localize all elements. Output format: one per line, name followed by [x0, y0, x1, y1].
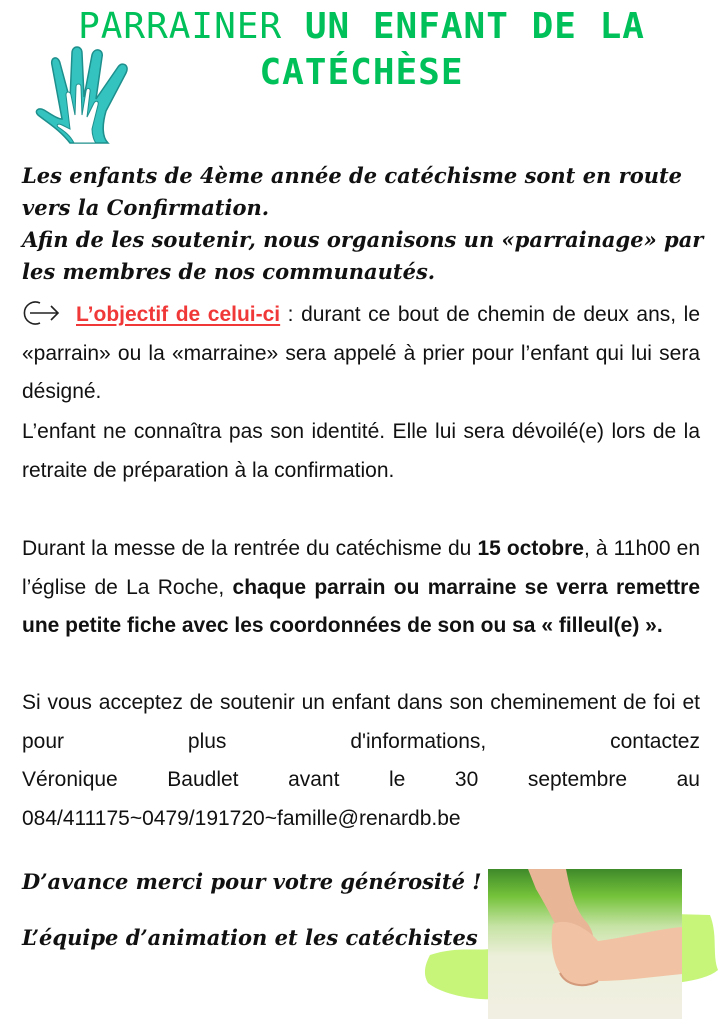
hands-photo-illustration: [488, 869, 682, 1019]
title-line-1: [0, 4, 723, 50]
thanks-text: D’avance merci pour votre générosité !: [22, 869, 482, 894]
circle-arrow-right-icon: [22, 300, 64, 326]
contact-word: Baudlet: [167, 768, 239, 791]
intro-line-2: Afin de les soutenir, nous organisons un «parrainage» par les membres de nos communautés.: [22, 227, 704, 284]
mass-bold-text: chaque parrain ou marraine se verra remettre une petite fiche avec les coordonnées de son ou sa « filleul(e) ».: [22, 575, 701, 637]
objective-text: : durant ce bout de chemin de deux ans, le «parrain» ou la «marraine» sera appelé à prier pour l’enfant qui lui sera désigné.: [22, 303, 701, 403]
objective-label: L’objectif de celui-ci: [76, 303, 281, 326]
title-line-2: CATÉCHÈSE: [259, 52, 464, 93]
contact-word: 30: [454, 768, 479, 791]
hands-icon: [30, 45, 150, 145]
contact-details: 084/411175~0479/191720~famille@renardb.be: [22, 806, 461, 830]
contact-word: au: [676, 768, 700, 791]
contact-text: Si vous acceptez de soutenir un enfant dans son cheminement de foi et pour plus d'informations, contactez: [22, 691, 700, 753]
contact-word: avant: [288, 768, 340, 791]
title-line-1-rest: UN ENFANT DE LA: [304, 6, 645, 47]
intro-line-1: Les enfants de 4ème année de catéchisme sont en route vers la Confirmation.: [22, 163, 683, 220]
identity-paragraph: L’enfant ne connaîtra pas son identité. Elle lui sera dévoilé(e) lors de la retraite de préparation à la confirmation.: [22, 420, 700, 482]
objective-paragraph: [22, 296, 700, 412]
holding-hands-photo: [488, 869, 682, 1019]
mass-date: 15 octobre: [477, 537, 584, 560]
mass-text-1: Durant la messe de la rentrée du catéchisme du: [22, 537, 478, 560]
mass-text-2: , à 11h00 en l’église de La Roche,: [22, 537, 700, 599]
contact-word: le: [389, 768, 406, 791]
signature-text: L’équipe d’animation et les catéchistes: [22, 925, 478, 950]
contact-word: Véronique: [22, 768, 118, 791]
intro-text: [22, 160, 707, 288]
title-word-parrainer: PARRAINER: [78, 6, 283, 47]
mass-paragraph: [22, 530, 700, 646]
contact-word: septembre: [527, 768, 628, 791]
contact-line-3: [22, 761, 700, 800]
contact-paragraph: [22, 684, 700, 838]
